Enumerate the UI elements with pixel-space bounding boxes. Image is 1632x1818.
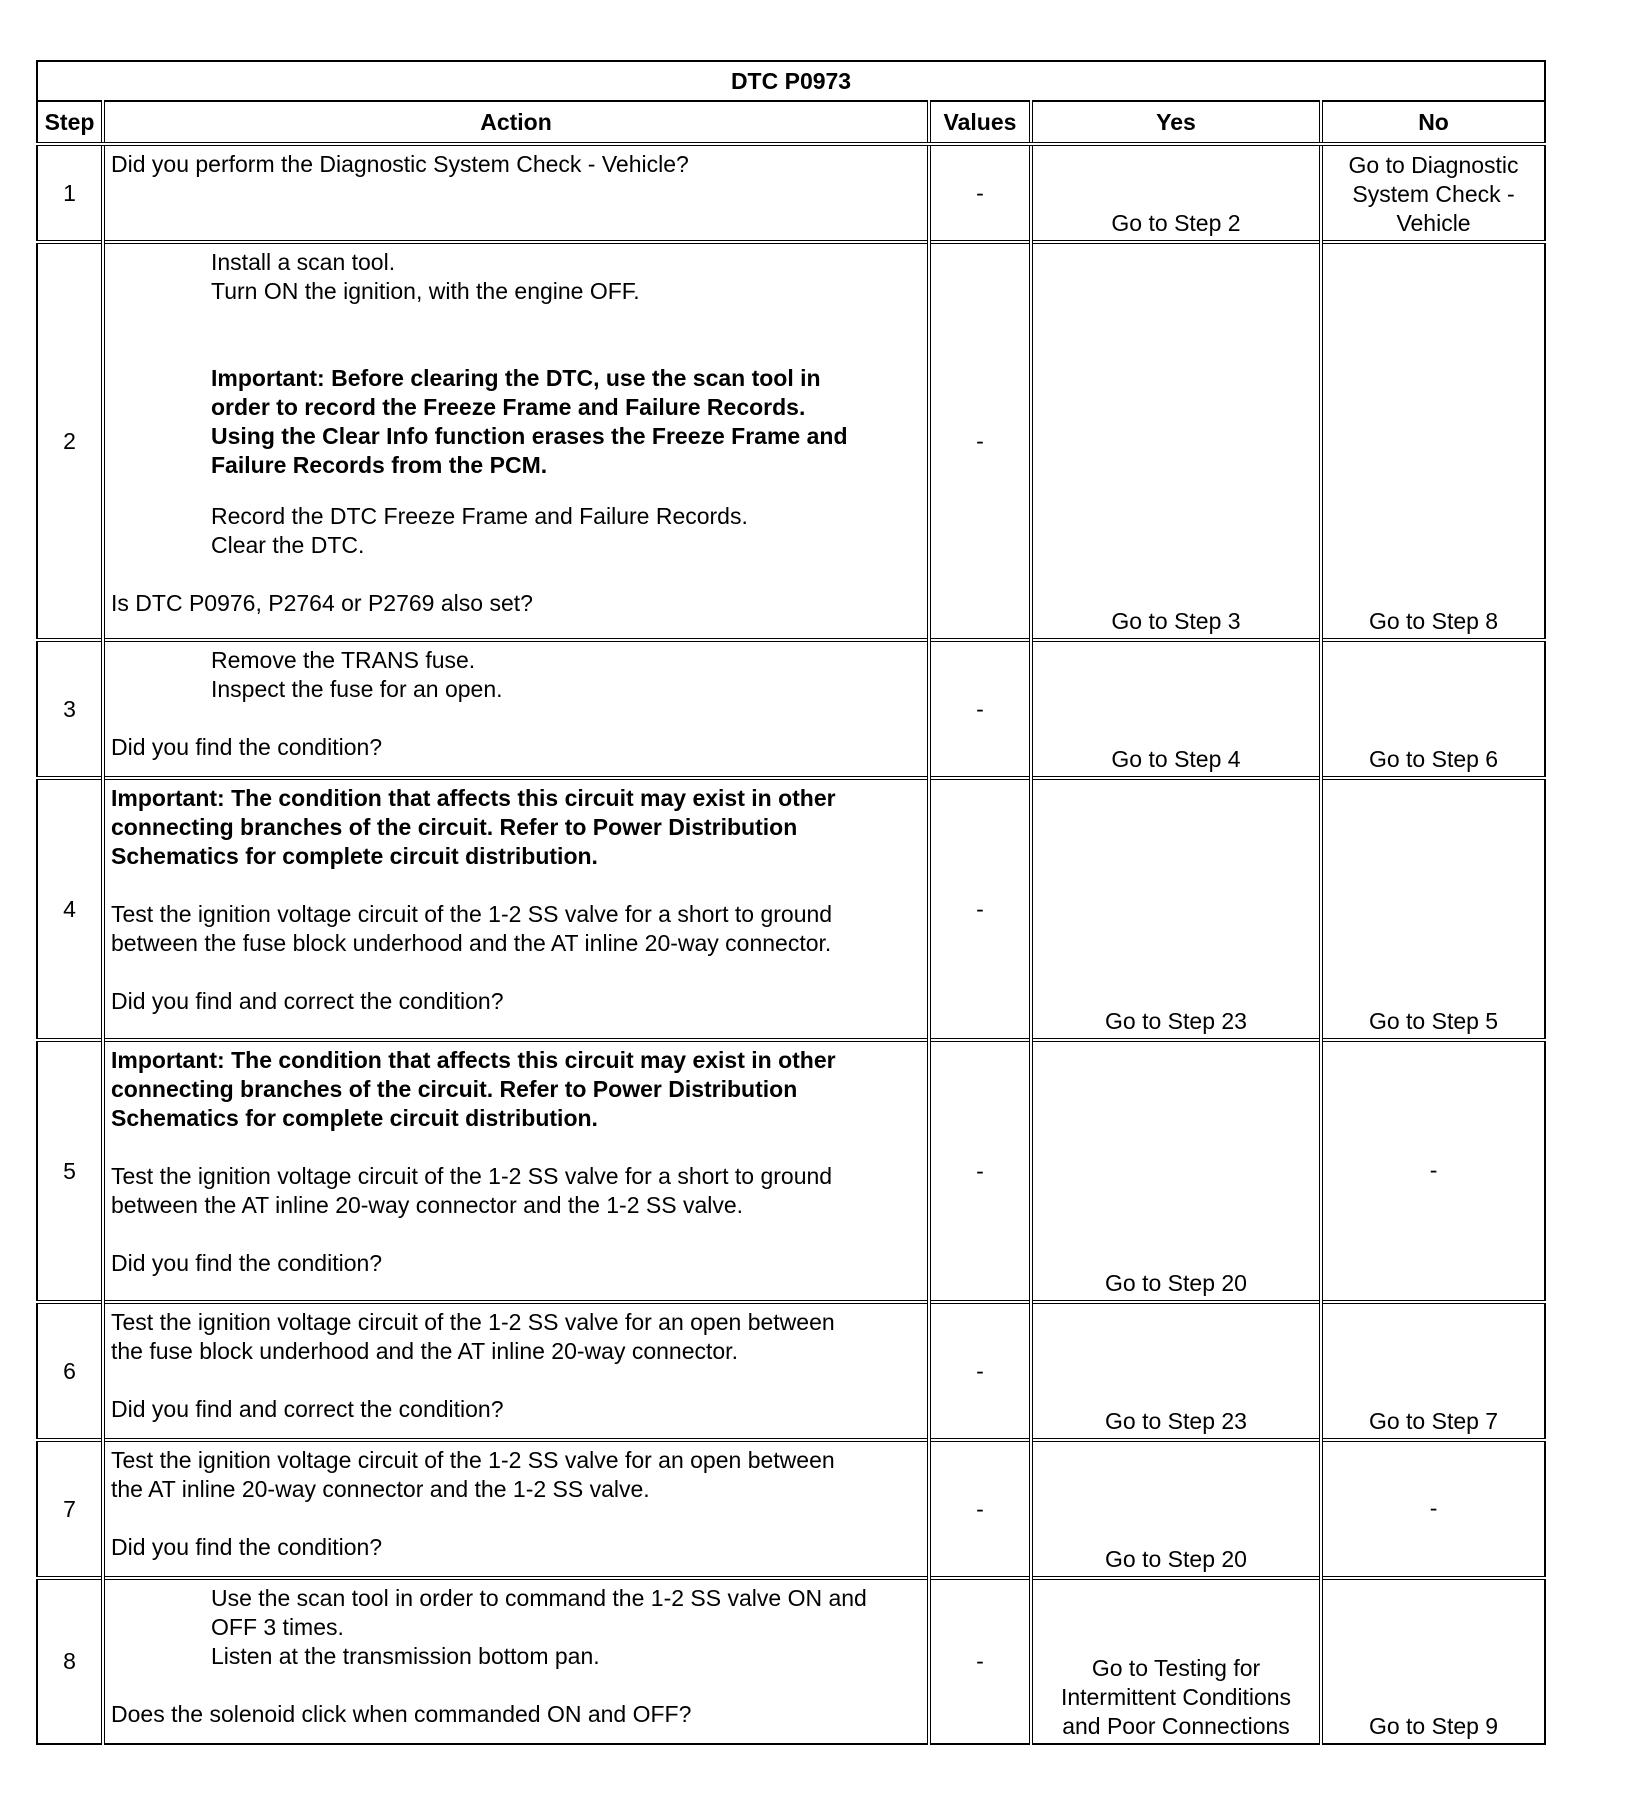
header-step: Step [37,101,103,144]
no-cell [1321,144,1545,242]
question-text: Did you perform the Diagnostic System Check - Vehicle? [111,151,689,177]
question-text: Does the solenoid click when commanded ON and OFF? [111,1701,692,1727]
important-line: connecting branches of the circuit. Refer to Power Distribution [111,1076,798,1102]
no-line: Go to Diagnostic [1348,152,1519,178]
important-line: connecting branches of the circuit. Refer to Power Distribution [111,814,798,840]
header-action: Action [103,101,929,144]
instruction-line: Remove the TRANS fuse. [211,647,476,673]
yes-cell: Go to Step 3 [1031,242,1321,640]
yes-cell: Go to Step 2 [1031,144,1321,242]
action-cell [103,1578,929,1744]
action-cell [103,778,929,1040]
no-cell: Go to Step 9 [1321,1578,1545,1744]
step-number: 1 [37,144,103,242]
test-line: between the fuse block underhood and the AT inline 20-way connector. [111,930,832,956]
important-line: Schematics for complete circuit distribution. [111,843,598,869]
action-cell [103,640,929,778]
action-cell [103,1040,929,1302]
values-cell: - [929,778,1031,1040]
values-cell: - [929,1040,1031,1302]
test-line: the fuse block underhood and the AT inline 20-way connector. [111,1338,738,1364]
table-row [37,1302,1545,1440]
no-cell: Go to Step 6 [1321,640,1545,778]
no-line: Vehicle [1396,210,1471,236]
header-no: No [1321,101,1545,144]
yes-cell: Go to Step 20 [1031,1040,1321,1302]
question-text: Did you find the condition? [111,734,383,760]
action-cell [103,144,929,242]
instruction-line: OFF 3 times. [211,1614,344,1640]
important-line: Important: The condition that affects this circuit may exist in other [111,1047,836,1073]
important-line: Important: Before clearing the DTC, use the scan tool in [211,365,821,391]
action-cell [103,242,929,640]
yes-cell: Go to Step 20 [1031,1440,1321,1578]
no-cell: Go to Step 7 [1321,1302,1545,1440]
step-number: 4 [37,778,103,1040]
important-line: Failure Records from the PCM. [211,452,548,478]
instruction-line: Turn ON the ignition, with the engine OFF. [211,278,640,304]
important-line: order to record the Freeze Frame and Failure Records. [211,394,806,420]
values-cell: - [929,1302,1031,1440]
table-row [37,640,1545,778]
test-line: Test the ignition voltage circuit of the 1-2 SS valve for a short to ground [111,901,833,927]
question-text: Did you find the condition? [111,1534,383,1560]
action-cell [103,1440,929,1578]
important-line: Schematics for complete circuit distribution. [111,1105,598,1131]
values-cell: - [929,242,1031,640]
step-number: 2 [37,242,103,640]
yes-cell [1031,1578,1321,1744]
question-text: Did you find and correct the condition? [111,1396,504,1422]
values-cell: - [929,144,1031,242]
test-line: Test the ignition voltage circuit of the 1-2 SS valve for a short to ground [111,1163,833,1189]
values-cell: - [929,1578,1031,1744]
table-row [37,778,1545,1040]
table-row [37,1440,1545,1578]
step-number: 8 [37,1578,103,1744]
step-number: 7 [37,1440,103,1578]
table-row [37,242,1545,640]
yes-cell: Go to Step 4 [1031,640,1321,778]
yes-line: Go to Testing for [1091,1655,1261,1681]
step-number: 3 [37,640,103,778]
no-cell: - [1321,1040,1545,1302]
important-line: Important: The condition that affects this circuit may exist in other [111,785,836,811]
instruction-line: Clear the DTC. [211,532,365,558]
yes-cell: Go to Step 23 [1031,778,1321,1040]
test-line: Test the ignition voltage circuit of the 1-2 SS valve for an open between [111,1309,835,1335]
instruction-line: Listen at the transmission bottom pan. [211,1643,600,1669]
no-line: System Check - [1352,181,1515,207]
test-line: the AT inline 20-way connector and the 1-2 SS valve. [111,1476,650,1502]
step-number: 6 [37,1302,103,1440]
header-row [37,101,1545,144]
action-cell [103,1302,929,1440]
dtc-table [36,60,1546,1745]
no-cell: Go to Step 5 [1321,778,1545,1040]
header-values: Values [929,101,1031,144]
table-row [37,1578,1545,1744]
table-row [37,1040,1545,1302]
yes-line: Intermittent Conditions [1060,1684,1292,1710]
table-title: DTC P0973 [37,61,1545,101]
values-cell: - [929,1440,1031,1578]
important-line: Using the Clear Info function erases the Freeze Frame and [211,423,848,449]
no-cell: Go to Step 8 [1321,242,1545,640]
question-text: Did you find and correct the condition? [111,988,504,1014]
header-yes: Yes [1031,101,1321,144]
instruction-line: Inspect the fuse for an open. [211,676,503,702]
table-row [37,144,1545,242]
instruction-line: Install a scan tool. [211,249,396,275]
test-line: between the AT inline 20-way connector and the 1-2 SS valve. [111,1192,744,1218]
question-text: Is DTC P0976, P2764 or P2769 also set? [111,590,533,616]
values-cell: - [929,640,1031,778]
yes-cell: Go to Step 23 [1031,1302,1321,1440]
test-line: Test the ignition voltage circuit of the 1-2 SS valve for an open between [111,1447,835,1473]
step-number: 5 [37,1040,103,1302]
no-cell: - [1321,1440,1545,1578]
yes-line: and Poor Connections [1062,1713,1290,1739]
question-text: Did you find the condition? [111,1250,383,1276]
instruction-line: Record the DTC Freeze Frame and Failure Records. [211,503,748,529]
instruction-line: Use the scan tool in order to command the 1-2 SS valve ON and [211,1585,867,1611]
